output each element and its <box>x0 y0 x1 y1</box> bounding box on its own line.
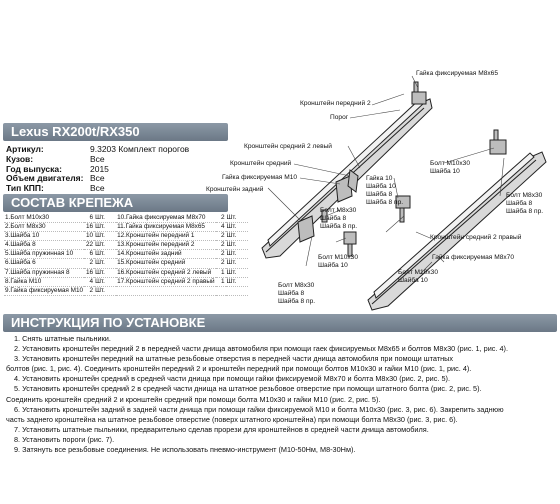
callout-washer-8pr-b: Шайба 8 пр. <box>320 223 358 230</box>
parts-cell: 15.Кронштейн средний <box>116 259 215 268</box>
callout-bracket-mid: Кронштейн средний <box>230 160 292 167</box>
parts-cell: Шт. <box>226 268 248 277</box>
callout-washer-8pr-a: Шайба 8 пр. <box>366 199 404 206</box>
callout-washer-10-a: Шайба 10 <box>430 168 460 175</box>
parts-cell: Шт. <box>94 232 116 241</box>
parts-cell: Шт. <box>226 259 248 268</box>
spec-label: Тип КПП: <box>6 183 44 194</box>
parts-cell: 5.Шайба пружинная 10 <box>4 250 84 259</box>
parts-row <box>4 232 248 241</box>
callout-bracket-mid-2-left: Кронштейн средний 2 левый <box>244 143 332 150</box>
callout-bracket-mid-2-right: Кронштейн средний 2 правый <box>430 234 522 241</box>
parts-cell: 2 <box>216 214 226 223</box>
parts-cell: 6 <box>84 250 94 259</box>
parts-cell: 6.Шайба 6 <box>4 259 84 268</box>
instruction-line: 2. Установить кронштейн передний 2 в передней части днища автомобиля при помощи гаек фиксируемых М8х65 и болтов М8х30 (рис. 1, рис. 4). <box>14 344 508 354</box>
callout-nut-m8x70: Гайка фиксируемая М8х70 <box>432 254 515 261</box>
parts-cell: 4 <box>216 223 226 232</box>
callout-washer-10-b: Шайба 10 <box>366 183 396 190</box>
parts-cell: 6 <box>84 214 94 223</box>
instruction-line: 3. Установить кронштейн передний на штатные резьбовые отверстия в передней части днища автомобиля при помощи штатных <box>14 354 454 364</box>
parts-cell: 10 <box>85 232 94 240</box>
parts-cell: 2 <box>216 250 226 259</box>
spec-value: Все <box>90 153 105 164</box>
parts-cell: 2 <box>216 241 226 250</box>
parts-table <box>4 214 248 296</box>
parts-cell: 1.Болт М10х30 <box>4 214 84 223</box>
spec-label: Объем двигателя: <box>6 173 84 184</box>
callout-washer-10-c: Шайба 10 <box>318 262 348 269</box>
parts-cell: 12.Кронштейн передний 1 <box>116 232 215 241</box>
parts-cell: 2 <box>216 259 226 268</box>
parts-cell: 1 <box>216 277 226 286</box>
callout-bracket-front-2: Кронштейн передний 2 <box>300 100 371 107</box>
instruction-line: 5. Установить кронштейн средний 2 в средней части днища на штатное резьбовое отверстие при помощи штатного болта (рис. 2, рис. 5). <box>14 384 482 394</box>
parts-row <box>4 259 248 268</box>
parts-cell: 22 <box>85 241 94 249</box>
parts-cell: 13.Кронштейн передний 2 <box>116 241 215 250</box>
parts-cell: 1 <box>216 268 226 277</box>
parts-cell: 14.Кронштейн задний <box>116 250 215 259</box>
callout-bolt-m10x30-b: Болт М10х30 <box>318 254 359 261</box>
spec-label: Кузов: <box>6 153 34 164</box>
parts-cell: 11.Гайка фиксируемая М8х65 <box>116 223 215 232</box>
specs-block <box>6 145 189 194</box>
parts-row <box>4 277 248 286</box>
parts-cell: Шт. <box>94 214 116 223</box>
parts-cell: Шт. <box>94 259 116 268</box>
parts-cell: Шт. <box>226 241 248 250</box>
spec-value: Все <box>90 173 105 184</box>
instruction-line: 6. Установить кронштейн задний в задней части днища при помощи гайки фиксируемой М10 и болта М10х30 (рис. 3, рис. 6). Закрепить заднюю <box>14 404 504 414</box>
parts-cell: Шт. <box>94 250 116 259</box>
instruction-line: 7. Установить штатные пыльники, предварительно сделав прорези для кронштейнов в средней части днища автомобиля. <box>14 424 429 434</box>
parts-cell: 3.Шайба 10 <box>4 232 84 241</box>
callout-bolt-m8x30-a: Болт М8х30 <box>320 207 357 214</box>
callout-nut-m10: Гайка фиксируемая М10 <box>222 174 298 181</box>
parts-cell: Шт. <box>94 277 116 286</box>
parts-cell: Шт. <box>226 232 248 241</box>
parts-cell: 16 <box>85 268 94 276</box>
parts-cell: 8.Гайка М10 <box>4 277 84 286</box>
parts-cell: 4.Шайба 8 <box>4 241 84 250</box>
callout-bolt-m8x30-b: Болт М8х30 <box>506 192 543 199</box>
parts-cell: 16.Кронштейн средний 2 левый <box>116 268 215 277</box>
instructions-banner: ИНСТРУКЦИЯ ПО УСТАНОВКЕ <box>3 314 557 332</box>
instruction-line: 4. Установить кронштейн средний в средней части днища при помощи гайки фиксируемой М8х70 и болта М8х30 (рис. 2, рис. 5). <box>14 374 450 384</box>
spec-label: Артикул: <box>6 144 44 154</box>
parts-cell <box>226 286 248 295</box>
parts-cell: 16 <box>85 223 94 231</box>
instruction-line: 8. Установить пороги (рис. 7). <box>14 434 115 444</box>
spec-value: Все <box>90 183 105 194</box>
parts-cell: 2 <box>84 259 94 268</box>
parts-cell: 10.Гайка фиксируемая М8х70 <box>116 214 215 223</box>
parts-cell: Шт. <box>94 268 116 277</box>
parts-cell: Шт. <box>226 277 248 286</box>
callout-washer-8pr-d: Шайба 8 пр. <box>278 298 316 305</box>
parts-cell: Шт. <box>226 250 248 259</box>
callout-washer-8-d: Шайба 8 <box>278 290 305 297</box>
parts-cell: 2.Болт М8х30 <box>4 223 84 232</box>
spec-value: 9.3203 Комплект порогов <box>90 144 190 154</box>
parts-cell: 2 <box>216 232 226 241</box>
callout-bolt-m10x30-c: Болт М10х30 <box>398 269 439 276</box>
parts-cell: 2 <box>84 286 94 295</box>
parts-row <box>4 268 248 277</box>
parts-cell <box>116 286 215 295</box>
parts-cell: Шт. <box>94 223 116 232</box>
callout-washer-8-c: Шайба 8 <box>506 200 533 207</box>
instruction-line: 9. Затянуть все резьбовые соединения. Не использовать пневмо-инструмент (М10-50Нм, М8-30Нм). <box>14 445 356 455</box>
callout-bolt-m10x30-a: Болт М10х30 <box>430 160 471 167</box>
parts-row <box>4 286 248 295</box>
parts-cell: 4 <box>84 277 94 286</box>
instruction-line: часть заднего кронштейна на штатное резьбовое отверстие (поверх штатного кронштейна) при помощи болта М8х30 (рис. 3, рис. 6). <box>6 414 458 424</box>
callout-washer-8-a: Шайба 8 <box>366 191 393 198</box>
callout-nut-10-a: Гайка 10 <box>366 175 393 182</box>
instruction-line: Соединить кронштейн средний 2 и кронштейн средний при помощи болта М10х30 и гайки М10 (рис. 2, рис. 5). <box>6 394 381 404</box>
parts-cell: Шт. <box>94 241 116 250</box>
parts-cell: 7.Шайба пружинная 8 <box>4 268 84 277</box>
instruction-line: болтов (рис. 1, рис. 4). Соединить кронштейн передний 2 и кронштейн передний при помощи болтов М10х30 и гайки М10 (рис. 1, рис. 4). <box>6 364 472 374</box>
parts-cell: Шт. <box>226 214 248 223</box>
callout-bolt-m8x30-c: Болт М8х30 <box>278 282 315 289</box>
parts-cell <box>216 286 226 295</box>
spec-row <box>6 184 189 194</box>
parts-row <box>4 241 248 250</box>
callout-threshold: Порог <box>330 114 349 121</box>
parts-cell: Шт. <box>226 223 248 232</box>
parts-cell: 9.Гайка фиксируемая М10 <box>5 286 84 294</box>
callout-bracket-rear: Кронштейн задний <box>206 186 264 193</box>
model-title-banner: Lexus RX200t/RX350 <box>3 123 228 141</box>
parts-row <box>4 214 248 223</box>
parts-row <box>4 223 248 232</box>
callout-washer-8pr-c: Шайба 8 пр. <box>506 208 544 215</box>
parts-cell: 17.Кронштейн средний 2 правый <box>117 277 215 285</box>
instructions-list <box>6 334 556 455</box>
parts-cell: Шт. <box>94 286 116 295</box>
parts-banner: СОСТАВ КРЕПЕЖА <box>3 194 228 212</box>
parts-row <box>4 250 248 259</box>
spec-label: Год выпуска: <box>6 163 62 174</box>
instruction-line: 1. Снять штатные пыльники. <box>14 334 111 343</box>
callout-washer-8-b: Шайба 8 <box>320 215 347 222</box>
callout-nut-m8x65: Гайка фиксируемая М8х65 <box>416 70 499 77</box>
spec-value: 2015 <box>90 163 109 174</box>
callout-washer-10-d: Шайба 10 <box>398 277 428 284</box>
